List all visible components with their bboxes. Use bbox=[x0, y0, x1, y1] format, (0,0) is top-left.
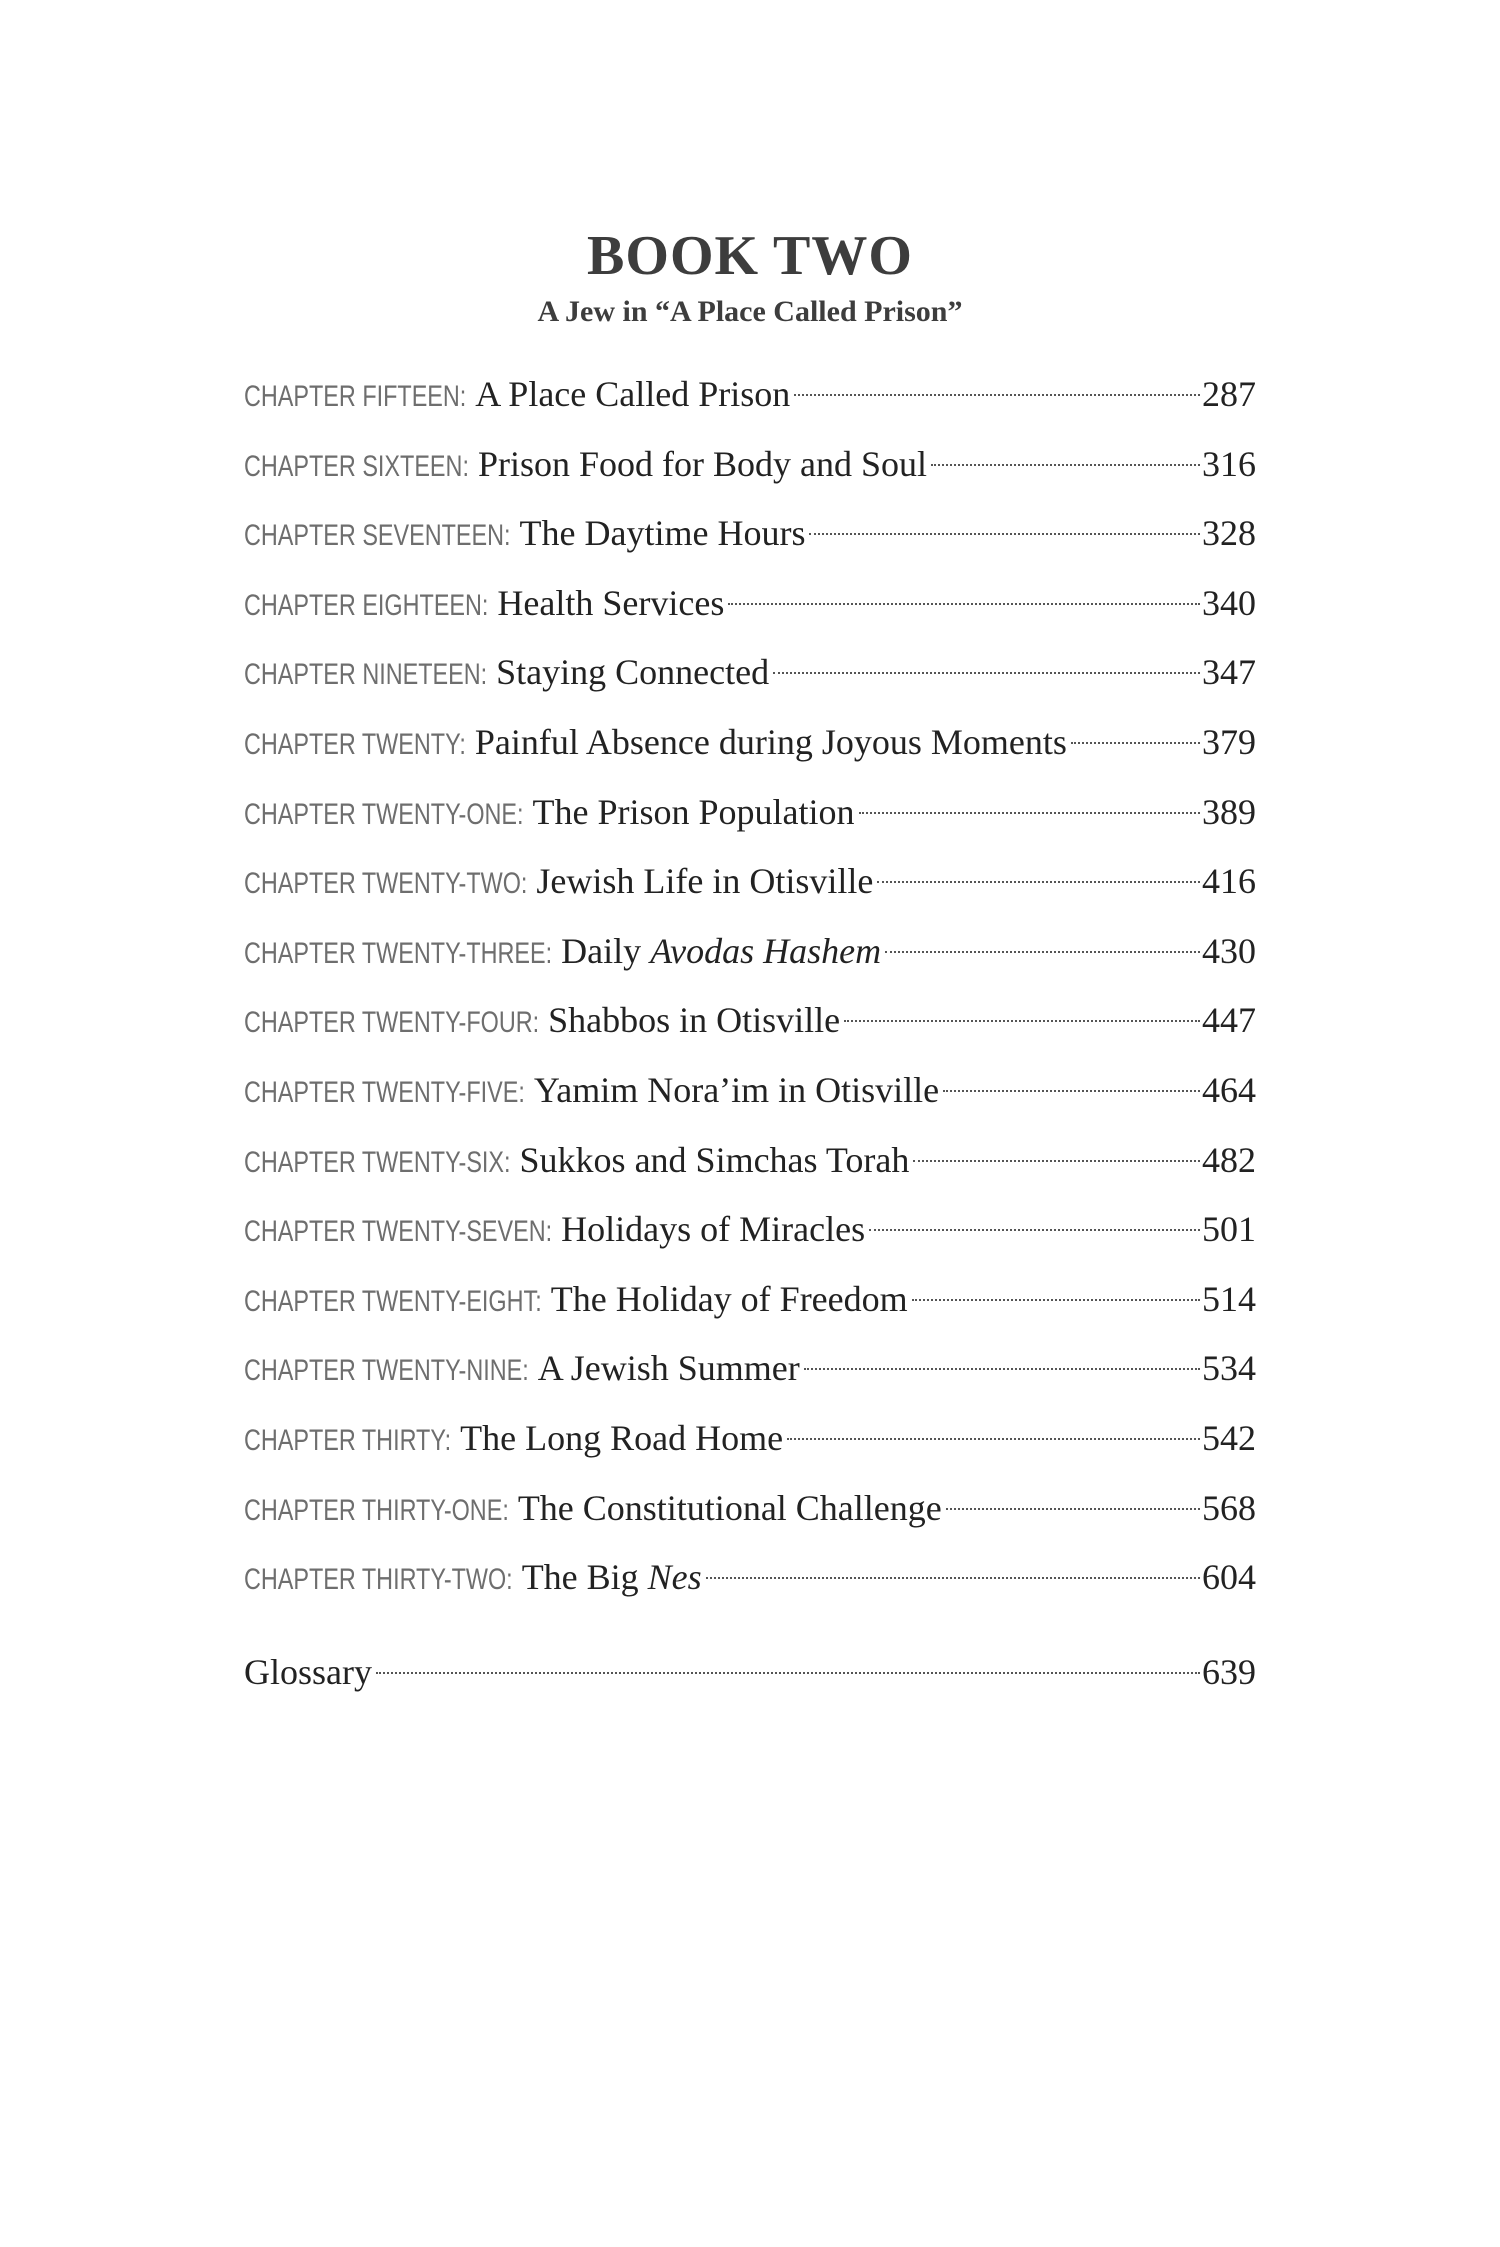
chapter-title-italic: Nes bbox=[647, 1557, 702, 1598]
dot-leader bbox=[912, 1299, 1200, 1301]
chapter-label-wrap bbox=[244, 1336, 529, 1411]
chapter-label-wrap bbox=[244, 710, 466, 785]
chapter-label-wrap bbox=[244, 919, 552, 994]
dot-leader bbox=[943, 1090, 1200, 1092]
chapter-label-wrap bbox=[244, 432, 469, 507]
chapter-title-text: Jewish Life in Otisville bbox=[536, 861, 874, 902]
chapter-label: CHAPTER TWENTY-NINE: bbox=[244, 1354, 529, 1388]
chapter-title-text: Holidays of Miracles bbox=[561, 1209, 866, 1250]
toc-row[interactable] bbox=[244, 1474, 1256, 1544]
chapter-title bbox=[524, 778, 855, 848]
chapter-label-wrap bbox=[244, 1406, 451, 1481]
dot-leader bbox=[794, 394, 1200, 396]
chapter-page-number: 568 bbox=[1202, 1487, 1256, 1528]
toc-row[interactable] bbox=[244, 917, 1256, 987]
glossary-page-number: 639 bbox=[1202, 1652, 1256, 1692]
chapter-label-wrap bbox=[244, 1197, 552, 1272]
chapter-page-number: 447 bbox=[1202, 1000, 1256, 1041]
chapter-title bbox=[542, 1265, 908, 1335]
dot-leader bbox=[859, 812, 1200, 814]
chapter-page-number: 482 bbox=[1202, 1139, 1256, 1180]
glossary-entry[interactable] bbox=[244, 1638, 1256, 1708]
chapter-label-wrap bbox=[244, 988, 539, 1063]
chapter-label: CHAPTER TWENTY: bbox=[244, 727, 466, 761]
chapter-page-number: 514 bbox=[1202, 1278, 1256, 1319]
toc-row[interactable] bbox=[244, 1404, 1256, 1474]
chapter-label: CHAPTER TWENTY-EIGHT: bbox=[244, 1284, 542, 1318]
chapter-label-wrap bbox=[244, 501, 511, 576]
chapter-title-text: The Holiday of Freedom bbox=[550, 1278, 908, 1319]
chapter-label: CHAPTER THIRTY-ONE: bbox=[244, 1493, 509, 1527]
toc-row[interactable] bbox=[244, 499, 1256, 569]
chapter-title-text: The Big bbox=[521, 1557, 648, 1598]
chapter-title bbox=[509, 1474, 942, 1544]
toc-row-glossary[interactable] bbox=[244, 1638, 1256, 1708]
chapter-title-italic: Avodas Hashem bbox=[650, 930, 882, 971]
chapter-page-number: 430 bbox=[1202, 930, 1256, 971]
chapter-title-text: Staying Connected bbox=[496, 652, 770, 693]
dot-leader bbox=[1071, 742, 1200, 744]
chapter-title bbox=[539, 986, 840, 1056]
chapter-label: CHAPTER TWENTY-FOUR: bbox=[244, 1006, 540, 1040]
dot-leader bbox=[946, 1508, 1200, 1510]
chapter-title bbox=[466, 360, 790, 430]
chapter-label-wrap bbox=[244, 1058, 525, 1133]
toc-row[interactable] bbox=[244, 638, 1256, 708]
chapter-label: CHAPTER EIGHTEEN: bbox=[244, 588, 489, 622]
chapter-title bbox=[552, 917, 881, 987]
chapter-label-wrap bbox=[244, 362, 466, 437]
chapter-page-number: 340 bbox=[1202, 582, 1256, 623]
chapter-page-number: 604 bbox=[1202, 1557, 1256, 1598]
chapter-label-wrap bbox=[244, 571, 488, 646]
chapter-title bbox=[529, 1334, 800, 1404]
chapter-title-text: Prison Food for Body and Soul bbox=[477, 443, 927, 484]
chapter-title-text: Yamim Nora’im in Otisville bbox=[533, 1069, 940, 1110]
chapter-label: CHAPTER THIRTY-TWO: bbox=[244, 1563, 513, 1597]
glossary-title: Glossary bbox=[244, 1652, 372, 1692]
chapter-page-number: 534 bbox=[1202, 1348, 1256, 1389]
chapter-label-wrap bbox=[244, 1545, 513, 1620]
toc-row[interactable] bbox=[244, 360, 1256, 430]
toc-row[interactable] bbox=[244, 1334, 1256, 1404]
dot-leader bbox=[804, 1368, 1200, 1370]
chapter-title-text: The Prison Population bbox=[532, 791, 855, 832]
chapter-title-text: A Jewish Summer bbox=[537, 1348, 800, 1389]
chapter-page-number: 416 bbox=[1202, 861, 1256, 902]
toc-row[interactable] bbox=[244, 430, 1256, 500]
chapter-page-number: 379 bbox=[1202, 721, 1256, 762]
chapter-title-text: Shabbos in Otisville bbox=[548, 1000, 841, 1041]
chapter-label: CHAPTER TWENTY-FIVE: bbox=[244, 1075, 525, 1109]
dot-leader bbox=[773, 672, 1200, 674]
chapter-page-number: 328 bbox=[1202, 513, 1256, 554]
dot-leader bbox=[931, 464, 1200, 466]
dot-leader bbox=[869, 1229, 1200, 1231]
chapter-label: CHAPTER TWENTY-THREE: bbox=[244, 936, 553, 970]
toc-row[interactable] bbox=[244, 1195, 1256, 1265]
toc-row[interactable] bbox=[244, 1056, 1256, 1126]
chapter-page-number: 347 bbox=[1202, 652, 1256, 693]
chapter-label: CHAPTER TWENTY-SEVEN: bbox=[244, 1215, 553, 1249]
chapter-label: CHAPTER SIXTEEN: bbox=[244, 449, 469, 483]
dot-leader bbox=[376, 1672, 1200, 1674]
chapter-label: CHAPTER TWENTY-SIX: bbox=[244, 1145, 511, 1179]
chapter-label: CHAPTER TWENTY-TWO: bbox=[244, 867, 528, 901]
toc-row[interactable] bbox=[244, 778, 1256, 848]
chapter-title bbox=[552, 1195, 865, 1265]
toc-row[interactable] bbox=[244, 569, 1256, 639]
toc-row[interactable] bbox=[244, 986, 1256, 1056]
chapter-label: CHAPTER TWENTY-ONE: bbox=[244, 797, 524, 831]
chapter-title bbox=[525, 1056, 939, 1126]
chapter-title-text: Sukkos and Simchas Torah bbox=[519, 1139, 910, 1180]
dot-leader bbox=[706, 1577, 1200, 1579]
chapter-title bbox=[527, 847, 873, 917]
chapter-title-text: A Place Called Prison bbox=[475, 374, 791, 414]
chapter-label-wrap bbox=[244, 1267, 542, 1342]
toc-row[interactable] bbox=[244, 847, 1256, 917]
toc-row[interactable] bbox=[244, 708, 1256, 778]
chapter-title bbox=[511, 1126, 910, 1196]
chapter-page-number: 389 bbox=[1202, 791, 1256, 832]
chapter-page-number: 316 bbox=[1202, 443, 1256, 484]
chapter-label-wrap bbox=[244, 1476, 509, 1551]
book-title: BOOK TWO bbox=[587, 225, 913, 287]
chapter-label: CHAPTER THIRTY: bbox=[244, 1423, 452, 1457]
dot-leader bbox=[787, 1438, 1200, 1440]
chapter-title-text: Painful Absence during Joyous Moments bbox=[474, 721, 1067, 762]
chapter-title-text: The Daytime Hours bbox=[519, 513, 806, 554]
chapter-page-number: 287 bbox=[1202, 374, 1256, 414]
dot-leader bbox=[809, 533, 1200, 535]
chapter-page-number: 542 bbox=[1202, 1417, 1256, 1458]
chapter-title bbox=[451, 1404, 783, 1474]
book-subtitle: A Jew in “A Place Called Prison” bbox=[537, 295, 963, 328]
dot-leader bbox=[877, 881, 1200, 883]
chapter-title bbox=[469, 430, 927, 500]
chapter-title-text: Daily bbox=[561, 930, 651, 971]
chapter-label-wrap bbox=[244, 1128, 511, 1203]
chapter-label-wrap bbox=[244, 780, 524, 855]
table-of-contents bbox=[244, 360, 1256, 1613]
toc-row[interactable] bbox=[244, 1126, 1256, 1196]
chapter-label-wrap bbox=[244, 849, 527, 924]
chapter-title bbox=[488, 569, 724, 639]
dot-leader bbox=[728, 603, 1200, 605]
chapter-label-wrap bbox=[244, 640, 487, 715]
chapter-title-text: Health Services bbox=[497, 582, 725, 623]
chapter-label: CHAPTER SEVENTEEN: bbox=[244, 519, 511, 553]
chapter-title-text: The Constitutional Challenge bbox=[517, 1487, 942, 1528]
chapter-title bbox=[466, 708, 1067, 778]
chapter-label: CHAPTER FIFTEEN: bbox=[244, 380, 467, 413]
chapter-title bbox=[513, 1543, 702, 1613]
chapter-page-number: 464 bbox=[1202, 1069, 1256, 1110]
toc-row[interactable] bbox=[244, 1543, 1256, 1613]
chapter-title-text: The Long Road Home bbox=[460, 1417, 784, 1458]
chapter-label: CHAPTER NINETEEN: bbox=[244, 658, 488, 692]
chapter-title bbox=[511, 499, 806, 569]
chapter-title bbox=[487, 638, 769, 708]
dot-leader bbox=[885, 951, 1200, 953]
chapter-page-number: 501 bbox=[1202, 1209, 1256, 1250]
dot-leader bbox=[844, 1020, 1200, 1022]
dot-leader bbox=[913, 1160, 1200, 1162]
toc-row[interactable] bbox=[244, 1265, 1256, 1335]
